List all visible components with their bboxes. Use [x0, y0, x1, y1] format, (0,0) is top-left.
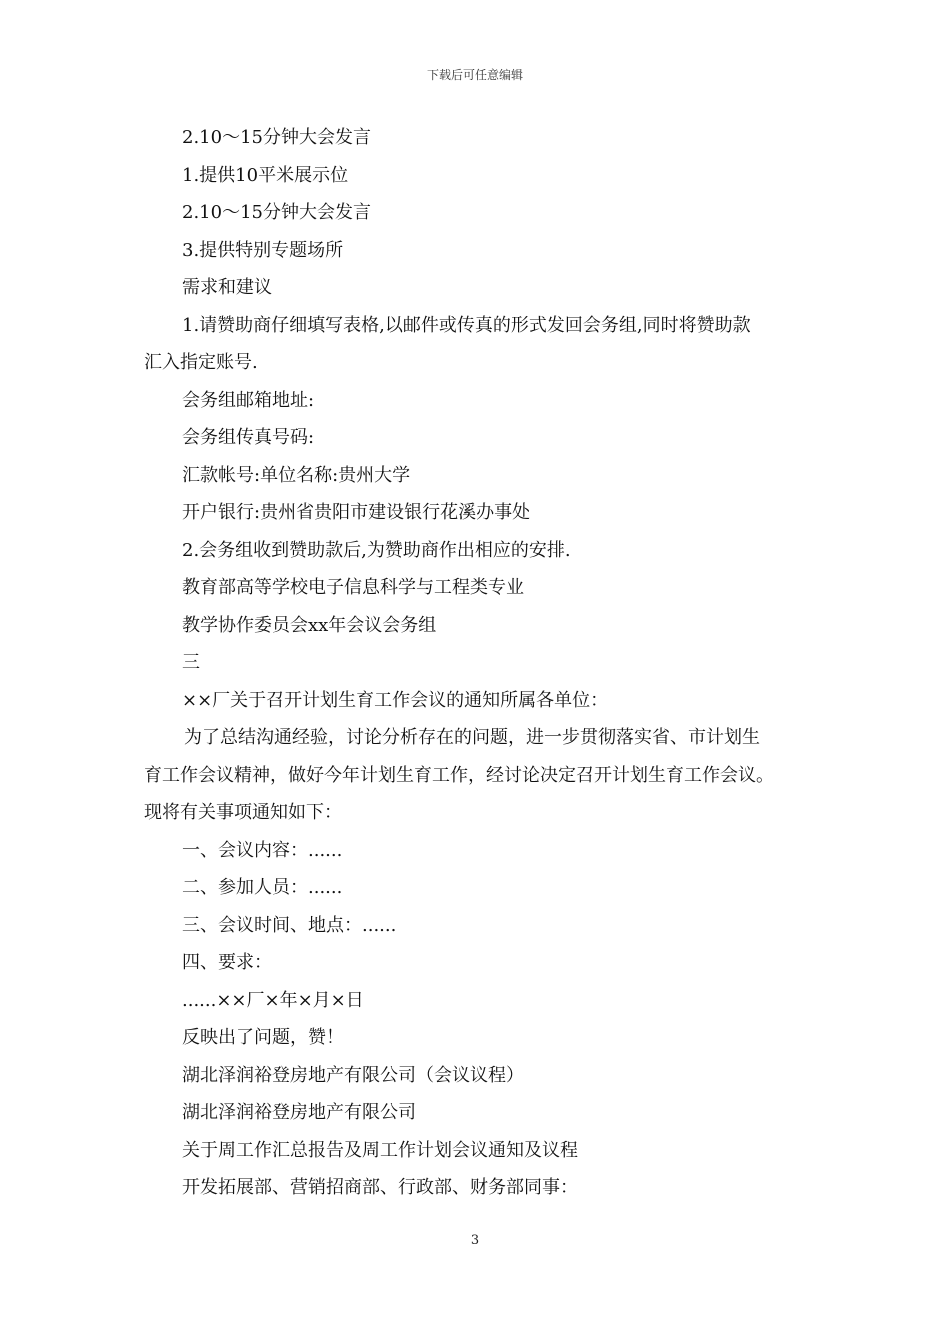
text-line: 关于周工作汇总报告及周工作计划会议通知及议程 [182, 1139, 578, 1161]
text-line: 2.10～15分钟大会发言 [182, 202, 371, 223]
text-line: 汇入指定账号. [144, 352, 258, 373]
text-line: ......××厂×年×月×日 [182, 989, 364, 1011]
text-line: 3.提供特别专题场所 [182, 239, 344, 261]
document-body [144, 119, 824, 1207]
text-line: 开户银行:贵州省贵阳市建设银行花溪办事处 [182, 502, 531, 523]
signature-line: 教学协作委员会xx年会议会务组 [182, 614, 437, 636]
text-line: 2.会务组收到赞助款后,为赞助商作出相应的安排. [182, 539, 571, 561]
text-line: 一、会议内容：...... [182, 839, 343, 861]
text-line: 育工作会议精神，做好今年计划生育工作，经讨论决定召开计划生育工作会议。 [144, 764, 774, 786]
signature-line: 教育部高等学校电子信息科学与工程类专业 [182, 577, 524, 598]
page-number: 3 [470, 1233, 480, 1248]
text-line: 二、参加人员：...... [182, 877, 343, 898]
text-line: 开发拓展部、营销招商部、行政部、财务部同事： [182, 1177, 578, 1198]
text-line: 湖北泽润裕登房地产有限公司（会议议程） [182, 1064, 524, 1086]
section-number: 三 [182, 652, 200, 673]
text-line: 湖北泽润裕登房地产有限公司 [182, 1102, 416, 1123]
text-line: 会务组邮箱地址: [182, 389, 315, 411]
page-header: 下载后可任意编辑 [426, 68, 523, 82]
text-line: 会务组传真号码: [182, 427, 315, 448]
text-line: 为了总结沟通经验，讨论分析存在的问题，进一步贯彻落实省、市计划生 [184, 727, 760, 748]
text-line: 1.提供10平米展示位 [182, 164, 349, 186]
text-line: 现将有关事项通知如下： [144, 802, 342, 823]
section-heading: 需求和建议 [182, 277, 272, 298]
text-line: 三、会议时间、地点：...... [182, 914, 397, 936]
text-line: 1.请赞助商仔细填写表格,以邮件或传真的形式发回会务组,同时将赞助款 [182, 314, 751, 336]
text-line: 四、要求： [182, 952, 272, 973]
notice-title: ××厂关于召开计划生育工作会议的通知所属各单位： [182, 689, 609, 711]
text-line: 2.10～15分钟大会发言 [182, 127, 371, 148]
text-line: 汇款帐号:单位名称:贵州大学 [182, 464, 411, 486]
text-line: 反映出了问题，赞！ [182, 1027, 344, 1048]
